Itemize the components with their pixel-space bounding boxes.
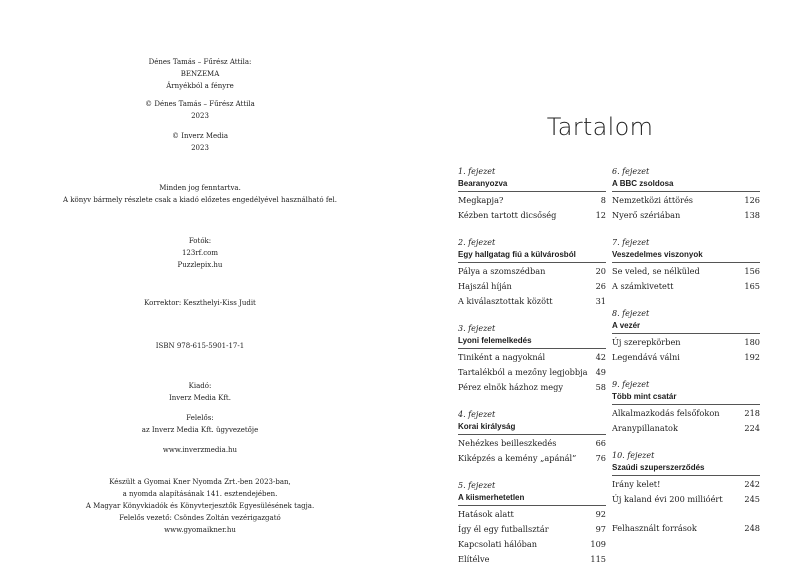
chapter-title: Szaúdi szuperszerződés (612, 462, 760, 476)
entry-page: 245 (744, 494, 760, 504)
entry-label: Legendává válni (612, 352, 680, 362)
printing-line-2: a nyomda alapításának 141. esztendejében. (122, 490, 278, 498)
entry-label: Hajszál híján (458, 281, 512, 291)
entry-label: Tartalékból a mezőny legjobbja (458, 367, 588, 377)
isbn: ISBN 978-615-5901-17-1 (155, 342, 245, 350)
toc-entry (458, 522, 606, 537)
copyright-publisher-year: 2023 (191, 144, 209, 152)
toc-entry (612, 421, 760, 436)
entry-page: 12 (595, 210, 606, 220)
toc-chapter (458, 166, 606, 223)
chapter-number: 7. fejezet (612, 238, 650, 247)
chapter-number: 5. fejezet (458, 481, 496, 490)
copyright-publisher-block (0, 130, 400, 154)
toc-entry (458, 451, 606, 466)
toc-entry (612, 350, 760, 365)
printing-block (0, 476, 400, 536)
rights-line-2: A könyv bármely részlete csak a kiadó előzetes engedélyével használható fel. (62, 196, 338, 204)
entry-label: Irány kelet! (612, 479, 661, 489)
entry-page: 248 (744, 523, 760, 533)
chapter-number: 3. fejezet (458, 324, 496, 333)
copyright-authors-block (0, 98, 400, 122)
toc-entry (612, 492, 760, 507)
author-line: Dénes Tamás – Fűrész Attila: (148, 58, 252, 66)
entry-label: Kiképzés a kemény „apánál” (458, 453, 577, 463)
chapter-number: 1. fejezet (458, 167, 496, 176)
entry-page: 31 (595, 296, 606, 306)
responsible-label: Felelős: (186, 414, 214, 422)
chapter-number: 4. fejezet (458, 410, 496, 419)
toc-entry (612, 208, 760, 223)
toc-chapter (612, 237, 760, 294)
entry-page: 224 (744, 423, 760, 433)
toc-chapter (612, 308, 760, 365)
rights-line-1: Minden jog fenntartva. (159, 184, 241, 192)
publisher-block (0, 380, 400, 404)
entry-label: Elítélve (458, 554, 490, 564)
responsible-name: az Inverz Media Kft. ügyvezetője (141, 426, 259, 434)
entry-page: 66 (595, 438, 606, 448)
toc-entry (458, 380, 606, 395)
toc-chapter (458, 480, 606, 567)
entry-page: 92 (595, 509, 606, 519)
chapter-title: Veszedelmes viszonyok (612, 249, 760, 263)
toc-entry (458, 193, 606, 208)
rights-block (0, 182, 400, 206)
entry-page: 26 (595, 281, 606, 291)
entry-page: 58 (595, 382, 606, 392)
toc-entry (458, 208, 606, 223)
toc-entry (612, 477, 760, 492)
publisher-website: www.inverzmedia.hu (162, 446, 238, 454)
entry-label: Aranypillanatok (612, 423, 678, 433)
photo-source-2: Puzzlepix.hu (177, 261, 223, 269)
copyright-authors: © Dénes Tamás – Fűrész Attila (145, 100, 255, 108)
entry-page: 218 (744, 408, 760, 418)
photo-source-1: 123rf.com (181, 249, 219, 257)
toc-chapter (612, 450, 760, 507)
toc-entry (458, 350, 606, 365)
entry-page: 242 (744, 479, 760, 489)
printing-line-4: Felelős vezető: Csöndes Zoltán vezérigazgató (119, 514, 281, 522)
entry-label: Alkalmazkodás felsőfokon (612, 408, 720, 418)
chapter-title: Bearanyozva (458, 178, 606, 192)
toc-entry (458, 264, 606, 279)
toc-entry (458, 279, 606, 294)
chapter-title: Több mint csatár (612, 391, 760, 405)
entry-label: Pérez elnök házhoz megy (458, 382, 563, 392)
toc-entry (458, 507, 606, 522)
entry-page: 8 (600, 195, 606, 205)
proofreader: Korrektor: Keszthelyi-Kiss Judit (144, 299, 256, 307)
entry-page: 42 (595, 352, 606, 362)
entry-page: 109 (590, 539, 606, 549)
entry-label: Felhasznált források (612, 523, 697, 533)
chapter-title: Lyoni felemelkedés (458, 335, 606, 349)
copyright-authors-year: 2023 (191, 112, 209, 120)
entry-label: Új kaland évi 200 millióért (612, 494, 723, 504)
toc-entry (612, 406, 760, 421)
entry-label: Kapcsolati hálóban (458, 539, 538, 549)
entry-page: 97 (595, 524, 606, 534)
toc-page (400, 0, 800, 574)
isbn-block (0, 340, 400, 352)
entry-label: A számkivetett (612, 281, 674, 291)
entry-page: 115 (590, 554, 606, 564)
printing-line-1: Készült a Gyomai Kner Nyomda Zrt.-ben 2023-ban, (109, 478, 291, 486)
toc-chapter (458, 409, 606, 466)
toc-entry (612, 193, 760, 208)
entry-page: 76 (595, 453, 606, 463)
entry-label: Megkapja? (458, 195, 504, 205)
entry-label: Új szerepkörben (612, 337, 681, 347)
toc-entry (458, 365, 606, 380)
toc-entry (612, 279, 760, 294)
toc-chapter (612, 166, 760, 223)
chapter-title: A BBC zsoldosa (612, 178, 760, 192)
toc-column-right (612, 166, 760, 536)
chapter-number: 2. fejezet (458, 238, 496, 247)
website-block (0, 444, 400, 456)
entry-label: Tiniként a nagyoknál (458, 352, 546, 362)
book-title: BENZEMA (180, 70, 220, 78)
toc-title: Tartalom (546, 113, 654, 141)
chapter-number: 9. fejezet (612, 380, 650, 389)
entry-page: 20 (595, 266, 606, 276)
copyright-publisher: © Inverz Media (171, 132, 229, 140)
entry-page: 156 (744, 266, 760, 276)
entry-label: Hatások alatt (458, 509, 514, 519)
toc-entry (612, 335, 760, 350)
toc-entry (458, 294, 606, 309)
chapter-number: 8. fejezet (612, 309, 650, 318)
printing-line-3: A Magyar Könyvkiadók és Könyvterjesztők Egyesülésének tagja. (85, 502, 315, 510)
toc-entry (458, 436, 606, 451)
entry-label: Se veled, se nélküled (612, 266, 700, 276)
entry-label: Pálya a szomszédban (458, 266, 546, 276)
chapter-number: 10. fejezet (612, 451, 655, 460)
toc-chapter (458, 237, 606, 309)
responsible-block (0, 412, 400, 436)
entry-label: A kiválasztottak között (458, 296, 553, 306)
entry-page: 138 (744, 210, 760, 220)
entry-page: 180 (744, 337, 760, 347)
imprint-page (0, 0, 400, 574)
publisher-label: Kiadó: (188, 382, 212, 390)
toc-column-left (458, 166, 606, 581)
book-subtitle: Árnyékból a fényre (166, 82, 234, 90)
entry-label: Nehézkes beilleszkedés (458, 438, 557, 448)
entry-page: 49 (595, 367, 606, 377)
toc-entry (612, 264, 760, 279)
entry-page: 165 (744, 281, 760, 291)
entry-label: Nyerő szériában (612, 210, 681, 220)
toc-chapter (458, 323, 606, 395)
chapter-title: A vezér (612, 320, 760, 334)
entry-page: 192 (744, 352, 760, 362)
printer-website: www.gyomaikner.hu (164, 526, 236, 534)
chapter-title: A kiismerhetetlen (458, 492, 606, 506)
toc-entry (458, 537, 606, 552)
entry-label: Így él egy futballsztár (458, 524, 549, 534)
toc-chapter (612, 379, 760, 436)
publisher-name: Inverz Media Kft. (169, 394, 231, 402)
entry-page: 126 (744, 195, 760, 205)
chapter-title: Korai királyság (458, 421, 606, 435)
title-block (0, 56, 400, 92)
entry-label: Nemzetközi áttörés (612, 195, 693, 205)
chapter-number: 6. fejezet (612, 167, 650, 176)
toc-entry-sources (612, 521, 760, 536)
photos-label: Fotók: (188, 237, 212, 245)
toc-entry (458, 552, 606, 567)
entry-label: Kézben tartott dicsőség (458, 210, 557, 220)
chapter-title: Egy hallgatag fiú a külvárosból (458, 249, 606, 263)
photos-block (0, 235, 400, 271)
proofreader-block (0, 297, 400, 309)
